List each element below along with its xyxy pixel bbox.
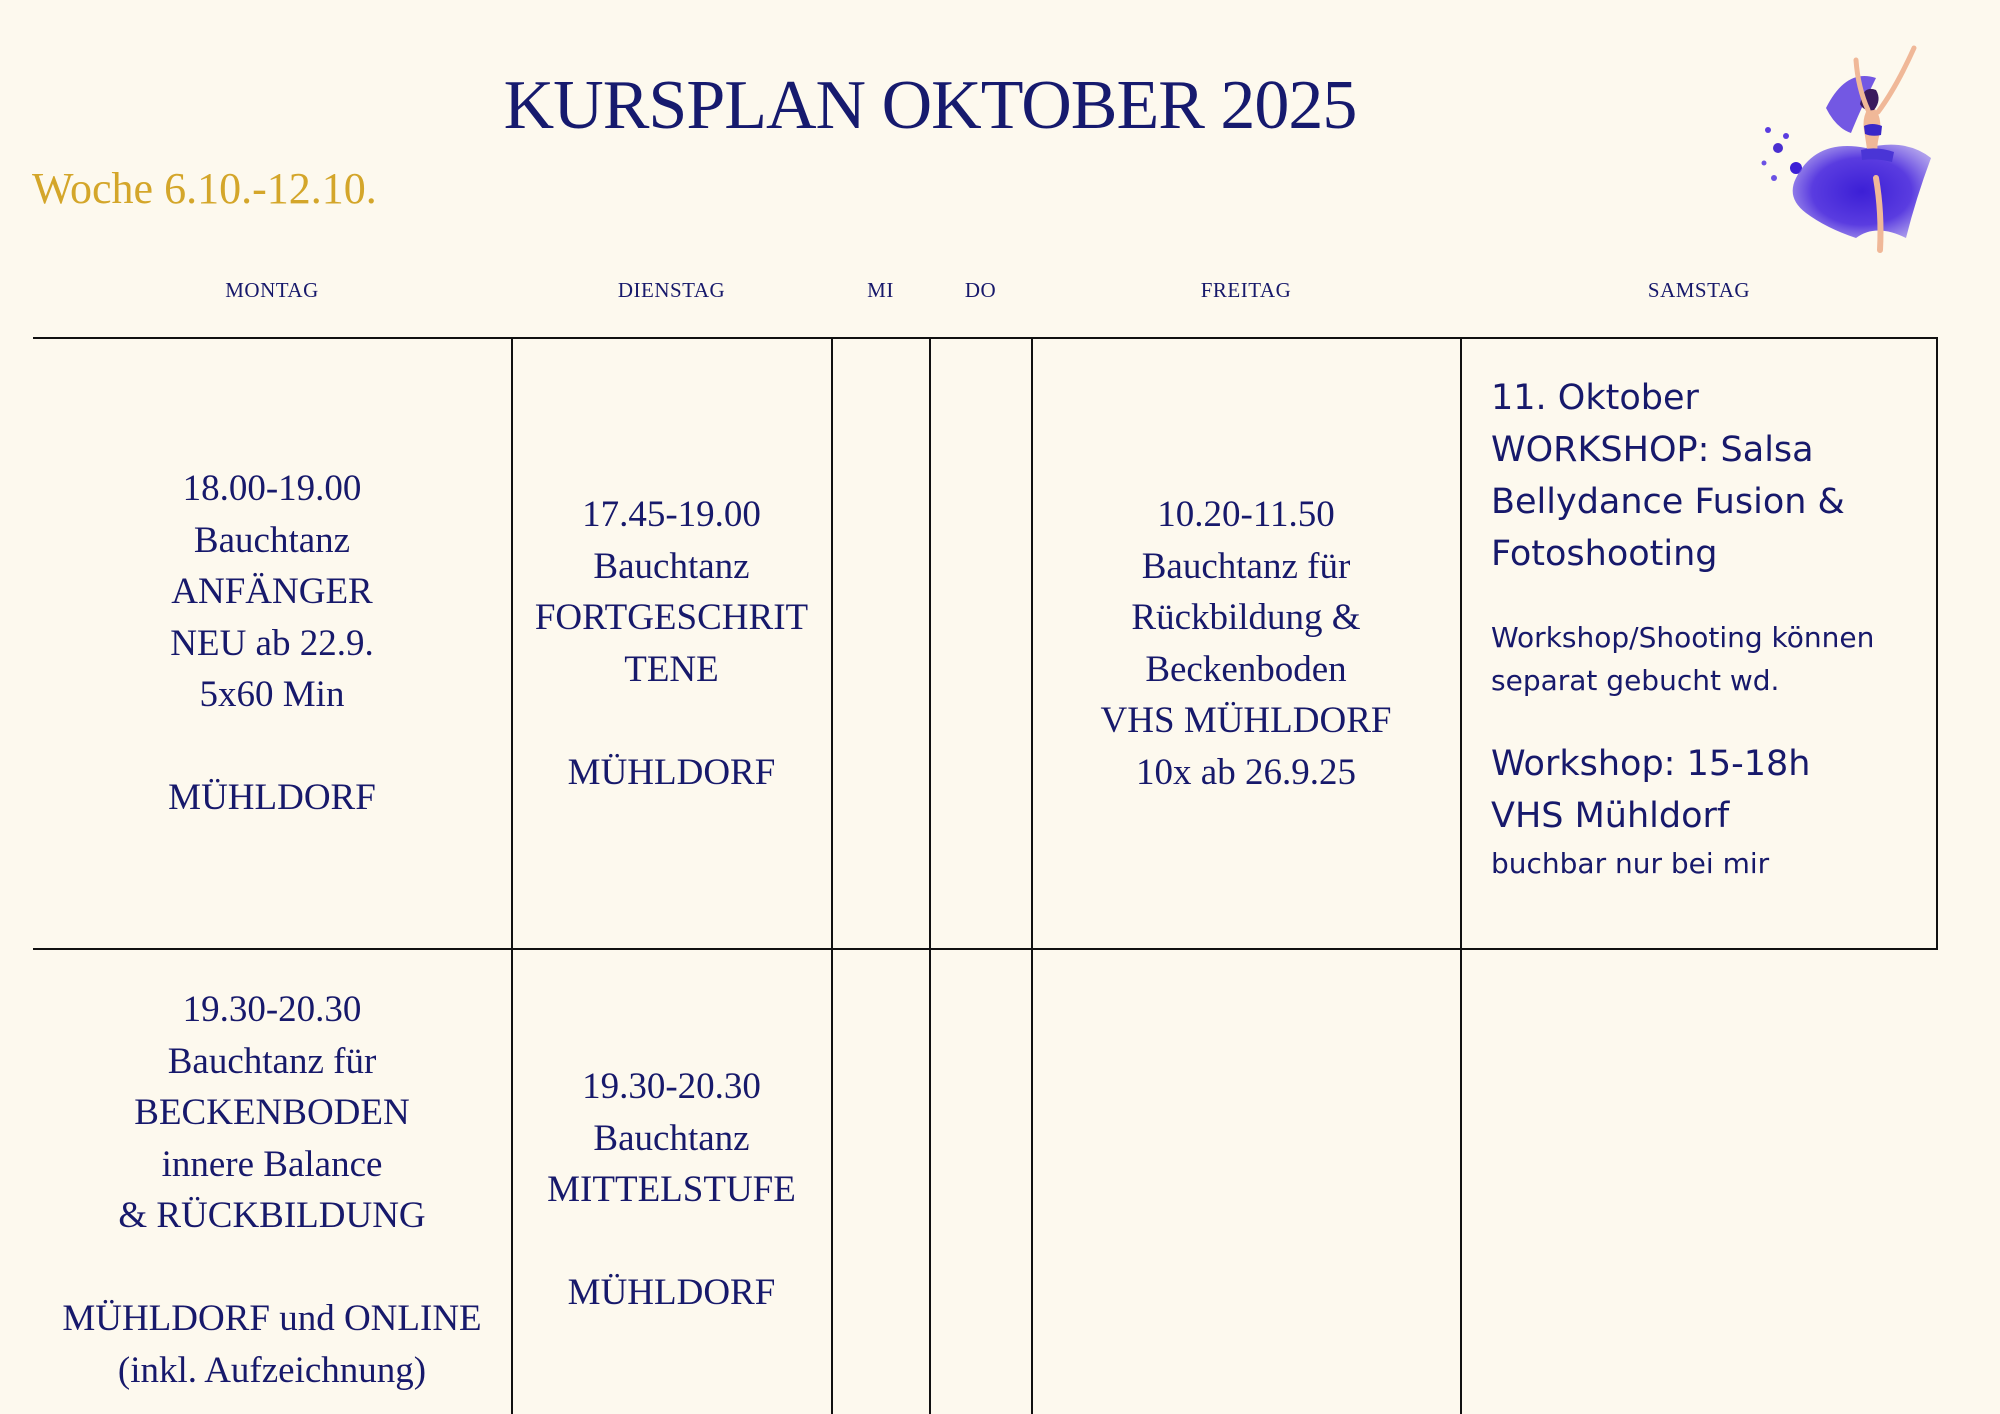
header-thursday: DO: [964, 278, 997, 302]
friday-1-topic-b: Beckenboden: [1145, 648, 1347, 690]
monday-2-course: Bauchtanz für: [167, 1040, 377, 1082]
tuesday-2-level: MITTELSTUFE: [547, 1169, 796, 1210]
tuesday-1-time: 17.45-19.00: [582, 494, 761, 535]
tuesday-2-location: MÜHLDORF: [567, 1272, 776, 1313]
monday-2-location: MÜHLDORF und ONLINE: [62, 1298, 482, 1339]
monday-1-location: MÜHLDORF: [168, 777, 376, 818]
monday-2-topic-b: innere Balance: [161, 1143, 383, 1185]
monday-course-1: [33, 463, 511, 824]
tuesday-1-course: Bauchtanz: [593, 545, 750, 587]
monday-1-start: NEU ab 22.9.: [170, 622, 374, 664]
monday-2-time: 19.30-20.30: [182, 989, 362, 1030]
page-title: KURSPLAN OKTOBER 2025: [503, 67, 1357, 144]
saturday-workshop: [1491, 372, 1951, 885]
tuesday-1-level-a: FORTGESCHRIT: [534, 597, 809, 638]
monday-2-recording: (inkl. Aufzeichnung): [117, 1349, 427, 1391]
saturday-title-2: Bellydance Fusion &: [1491, 482, 1845, 522]
monday-course-2: [33, 984, 511, 1396]
monday-2-topic-c: & RÜCKBILDUNG: [118, 1195, 426, 1236]
monday-1-level: ANFÄNGER: [171, 571, 373, 612]
tuesday-course-2: [512, 1061, 831, 1319]
saturday-note-1: Workshop/Shooting können: [1491, 621, 1875, 654]
monday-1-time: 18.00-19.00: [182, 468, 362, 509]
monday-2-topic-a: BECKENBODEN: [134, 1092, 410, 1133]
saturday-title-1: WORKSHOP: Salsa: [1491, 430, 1814, 470]
saturday-date: 11. Oktober: [1491, 378, 1699, 418]
friday-course-1: [1032, 489, 1460, 798]
tuesday-course-1: [512, 489, 831, 798]
header-wednesday: MI: [867, 278, 894, 302]
friday-1-start: 10x ab 26.9.25: [1136, 751, 1356, 793]
header-tuesday: DIENSTAG: [617, 278, 726, 302]
saturday-place: VHS Mühldorf: [1491, 796, 1730, 836]
saturday-booking: buchbar nur bei mir: [1491, 847, 1770, 880]
friday-1-topic-a: Rückbildung &: [1131, 597, 1361, 638]
belly-dancer-icon: [1756, 38, 1966, 270]
week-label: Woche 6.10.-12.10.: [32, 164, 377, 213]
saturday-note-2: separat gebucht wd.: [1491, 664, 1780, 697]
tuesday-1-level-b: TENE: [624, 648, 719, 690]
friday-1-time: 10.20-11.50: [1157, 494, 1335, 535]
monday-1-duration: 5x60 Min: [199, 674, 345, 715]
saturday-time: Workshop: 15-18h: [1491, 744, 1811, 784]
header-monday: MONTAG: [225, 278, 319, 302]
friday-1-location: VHS MÜHLDORF: [1100, 700, 1392, 741]
tuesday-2-time: 19.30-20.30: [582, 1066, 761, 1107]
tuesday-2-course: Bauchtanz: [593, 1117, 750, 1159]
header-friday: FREITAG: [1200, 278, 1292, 302]
friday-1-course: Bauchtanz für: [1141, 545, 1351, 587]
tuesday-1-location: MÜHLDORF: [567, 751, 776, 793]
monday-1-course: Bauchtanz: [193, 519, 351, 561]
header-saturday: SAMSTAG: [1647, 278, 1751, 302]
saturday-title-3: Fotoshooting: [1491, 534, 1718, 574]
